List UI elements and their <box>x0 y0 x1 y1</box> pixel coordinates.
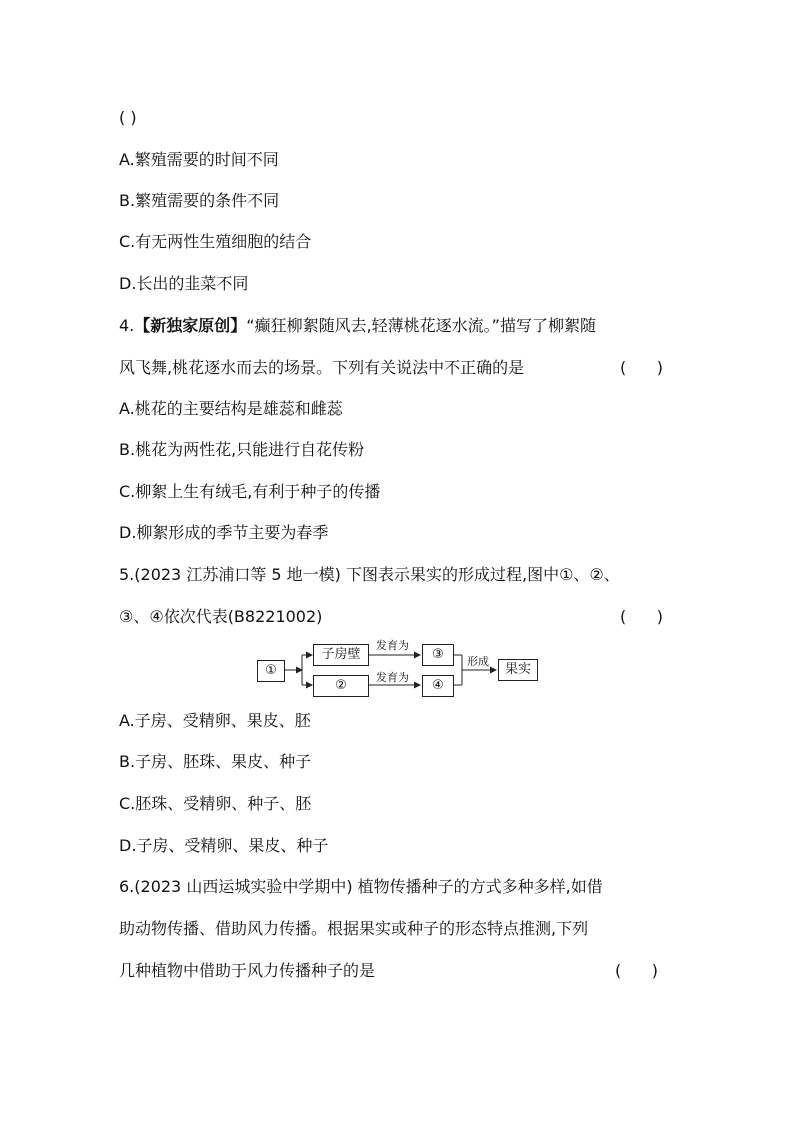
q5-option-a: A.子房、受精卵、果皮、胚 <box>119 711 311 730</box>
q5-answer-paren: ( ) <box>620 607 663 626</box>
q4-stem-text: “癫狂柳絮随风去,轻薄桃花逐水流。”描写了柳絮随 <box>246 316 596 335</box>
q4-stem-line2: 风飞舞,桃花逐水而去的场景。下列有关说法中不正确的是 <box>119 358 525 377</box>
q4-option-a: A.桃花的主要结构是雄蕊和雌蕊 <box>119 399 343 418</box>
q3-answer-paren: ( ) <box>119 108 137 127</box>
q3-option-c: C.有无两性生殖细胞的结合 <box>119 232 312 251</box>
q4-stem-line1 <box>119 315 596 337</box>
q6-stem-line3: 几种植物中借助于风力传播种子的是 <box>119 961 376 980</box>
q5-stem-line1: 5.(2023 江苏浦口等 5 地一模) 下图表示果实的形成过程,图中①、②、 <box>119 565 620 584</box>
fruit-formation-diagram <box>254 640 544 700</box>
q6-stem-line1: 6.(2023 山西运城实验中学期中) 植物传播种子的方式多种多样,如借 <box>119 877 603 896</box>
diagram-node-4: ④ <box>422 675 454 697</box>
q4-option-d: D.柳絮形成的季节主要为春季 <box>119 523 329 542</box>
diagram-node-1: ① <box>257 660 285 682</box>
q4-answer-paren: ( ) <box>620 358 663 377</box>
diagram-label-develop-bottom: 发育为 <box>376 671 409 684</box>
q5-option-b: B.子房、胚珠、果皮、种子 <box>119 752 312 771</box>
q5-option-c: C.胚珠、受精卵、种子、胚 <box>119 794 312 813</box>
diagram-node-fruit: 果实 <box>498 659 538 681</box>
q4-number: 4. <box>119 316 135 335</box>
q5-option-d: D.子房、受精卵、果皮、种子 <box>119 836 329 855</box>
diagram-node-2: ② <box>313 675 369 697</box>
diagram-label-form: 形成 <box>467 655 489 668</box>
q5-stem-line2: ③、④依次代表(B8221002) <box>119 607 323 626</box>
diagram-label-develop-top: 发育为 <box>376 639 409 652</box>
q4-option-b: B.桃花为两性花,只能进行自花传粉 <box>119 440 365 459</box>
q3-option-a: A.繁殖需要的时间不同 <box>119 150 279 169</box>
diagram-node-3: ③ <box>422 644 454 666</box>
q3-option-b: B.繁殖需要的条件不同 <box>119 191 280 210</box>
q6-stem-line2: 助动物传播、借助风力传播。根据果实或种子的形态特点推测,下列 <box>119 919 589 938</box>
q6-answer-paren: ( ) <box>615 961 658 980</box>
q3-option-d: D.长出的韭菜不同 <box>119 274 249 293</box>
q4-tag: 【新独家原创】 <box>134 316 247 335</box>
q4-option-c: C.柳絮上生有绒毛,有利于种子的传播 <box>119 482 381 501</box>
diagram-node-ovary-wall: 子房壁 <box>313 644 369 666</box>
